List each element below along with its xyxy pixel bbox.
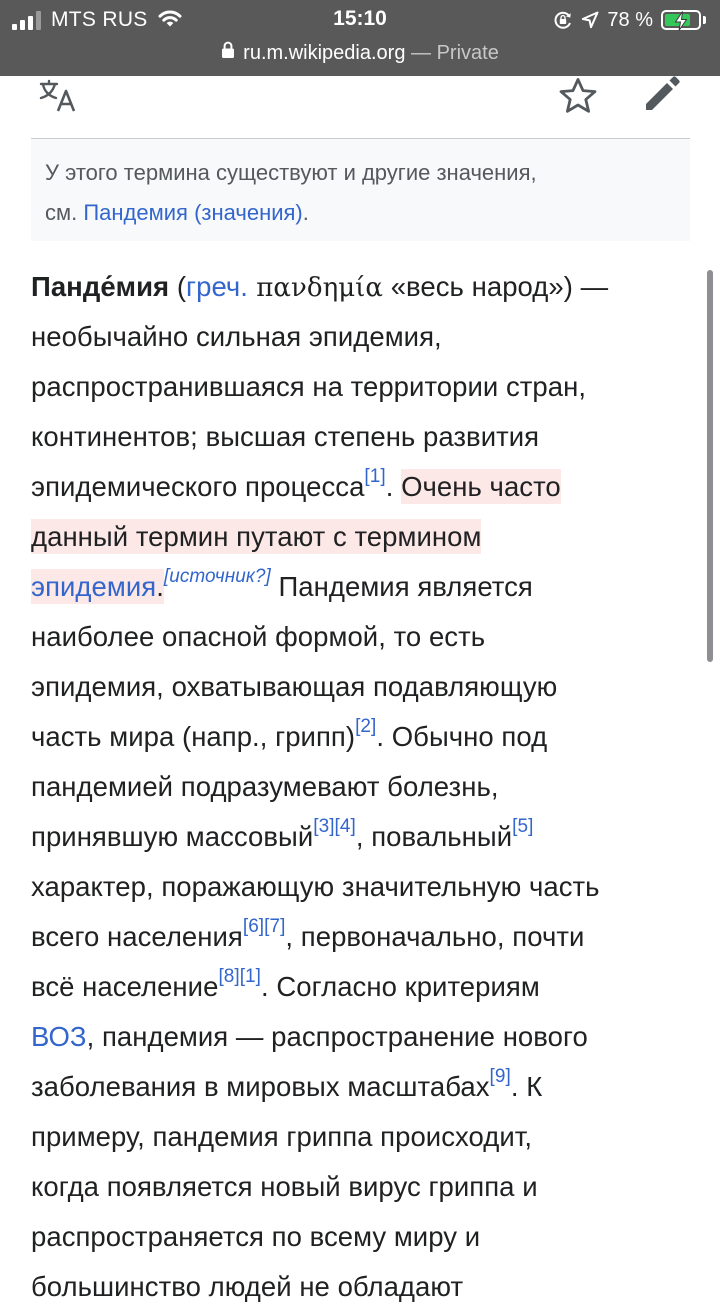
reference-link[interactable]: [7] [264,916,286,937]
text-line: наиболее опасной формой, то есть [31,621,486,652]
text-line: пандемией подразумевают болезнь, [31,771,499,802]
greek-word: πανδημία [247,273,384,303]
url-bar[interactable] [0,38,720,68]
reference-link[interactable]: [1] [364,466,386,487]
edit-pencil-icon[interactable] [636,72,688,116]
reference-link[interactable]: [8] [218,966,240,987]
highlighted-text: Очень часто [401,471,561,502]
hatnote-disambiguation-link[interactable]: Пандемия (значения) [83,200,303,225]
text-segment: всё население [31,971,219,1002]
text-segment: , пандемия — распространение нового [86,1021,588,1052]
status-bar [0,0,720,40]
text-segment: . [385,471,402,502]
hatnote-line2 [45,193,676,233]
text-segment: часть мира (напр., грипп) [31,721,356,752]
text-segment: эпидемического процесса [31,471,365,502]
reference-link[interactable]: [2] [355,716,377,737]
private-mode-label: Private [436,41,499,64]
carrier-name: MTS RUS [51,8,148,31]
reference-link[interactable]: [6] [242,916,265,937]
epidemic-link[interactable]: эпидемия [31,571,157,602]
text-line: эпидемия, охватывающая подавляющую [31,671,558,702]
url-separator: — [405,41,437,64]
text-line: примеру, пандемия гриппа происходит, [31,1121,533,1152]
reference-link[interactable]: [4] [334,816,356,837]
text-line: характер, поражающую значительную часть [31,871,600,902]
battery-cap [703,16,706,24]
text-segment: . Согласно критериям [261,971,540,1002]
reference-link[interactable]: [9] [489,1066,511,1087]
lock-icon [221,41,235,65]
hatnote-line1: У этого термина существуют и другие значения, [45,160,537,185]
browser-chrome [0,0,720,76]
article-title-term: Панде́мия [31,271,170,302]
reference-link[interactable]: [1] [239,966,261,987]
orientation-lock-icon [553,10,573,30]
status-time: 15:10 [333,7,387,30]
text-line: континентов; высшая степень развития [31,421,540,452]
language-icon[interactable] [30,76,86,116]
text-segment: . К [510,1071,543,1102]
greek-language-link[interactable]: греч. [186,271,248,302]
hatnote-prefix: см. [45,200,84,225]
text-segment: , повальный [355,821,513,852]
reference-link[interactable]: [3] [313,816,335,837]
page-actions-bar [0,76,720,128]
text-segment: . Обычно под [376,721,548,752]
location-arrow-icon [581,11,599,29]
text-line: распространяется по всему миру и [31,1221,481,1252]
text-line-partial: большинство людей не обладают [31,1271,464,1302]
citation-needed-link[interactable] [164,566,271,587]
text-segment: , первоначально, почти [285,921,585,952]
text-segment: заболевания в мировых масштабах [31,1071,490,1102]
status-right [553,7,706,33]
text-segment: . [156,571,164,602]
paren-open: ( [169,271,187,302]
star-icon[interactable] [552,76,604,116]
text-line: когда появляется новый вирус гриппа и [31,1171,538,1202]
highlighted-text: данный термин путают с термином [31,521,482,552]
text-line: необычайно сильная эпидемия, [31,321,442,352]
who-link[interactable]: ВОЗ [31,1021,87,1052]
text-line: распространившаяся на территории стран, [31,371,587,402]
text-segment: принявшую массовый [31,821,314,852]
url-domain: ru.m.wikipedia.org [243,41,406,64]
gloss-text: «весь народ») — [383,271,609,302]
hatnote [31,138,690,241]
text-segment: Пандемия является [270,571,533,602]
page-scrollbar[interactable] [707,270,713,662]
article-paragraph [31,262,691,1312]
citation-needed-text: [источник?] [163,566,271,587]
battery-percent: 78 % [607,8,653,31]
hatnote-suffix: . [302,200,309,225]
battery-charging-icon [661,10,701,30]
text-segment: всего населения [31,921,243,952]
reference-link[interactable]: [5] [512,816,534,837]
